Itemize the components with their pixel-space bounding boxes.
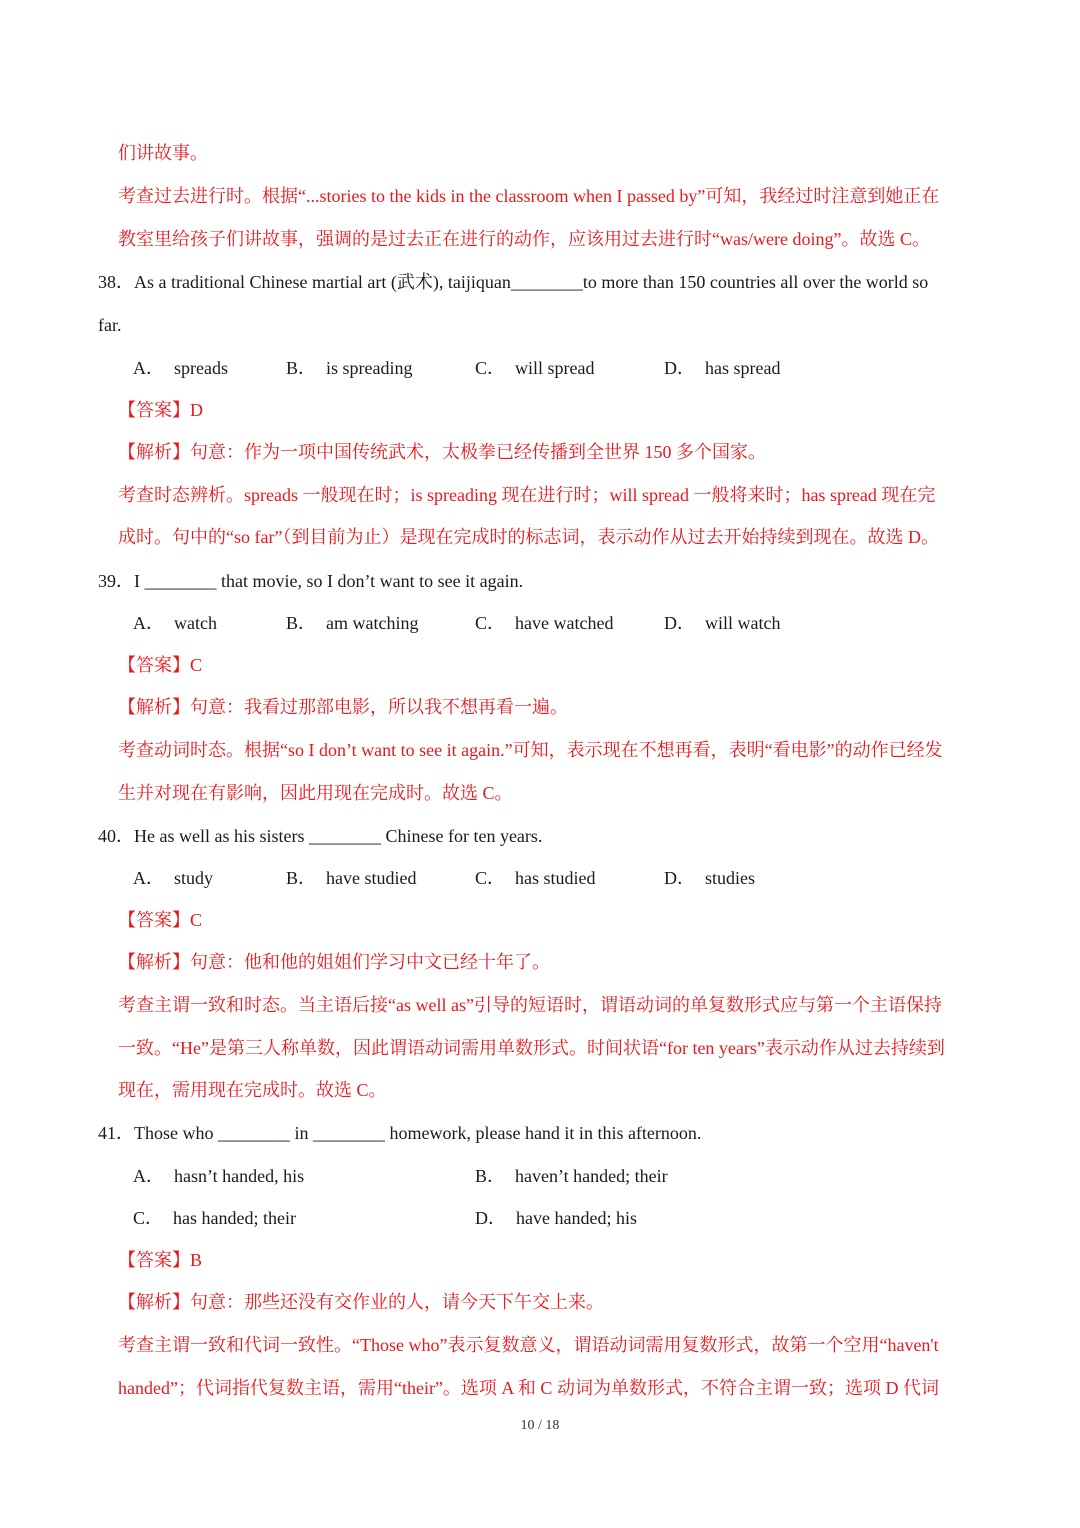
explanation-line: 考查过去进行时。根据“...stories to the kids in the classroom when I passed by”可知，我经过时注意到她正在 [118,186,940,206]
option-text: will watch [705,613,781,633]
option-text: has handed; their [173,1208,296,1228]
answer-label: 【答案】C [118,655,203,675]
explanation-line: 一致。“He”是第三人称单数，因此谓语动词需用单数形式。时间状语“for ten years”表示动作从过去持续到 [118,1038,945,1058]
option-text: have handed; his [516,1208,637,1228]
question-38-stem-cont: far. [98,315,122,335]
option-key: C． [475,613,506,633]
explanation-line: 考查时态辨析。spreads 一般现在时；is spreading 现在进行时；will spread 一般将来时；has spread 现在完 [118,485,936,505]
explanation-line: 们讲故事。 [118,143,208,163]
option-key: A． [133,613,164,633]
option-key: D． [664,613,695,633]
option-b [286,867,417,889]
option-d [664,357,780,379]
option-key: A． [133,358,164,378]
explanation-line: handed”；代词指代复数主语，需用“their”。选项 A 和 C 动词为单数形式，不符合主谓一致；选项 D 代词 [118,1378,939,1398]
option-text: am watching [326,613,419,633]
explanation-line: 【解析】句意：作为一项中国传统武术，太极拳已经传播到全世界 150 多个国家。 [118,442,766,462]
option-d [475,1207,637,1229]
answer-label: 【答案】B [118,1250,203,1270]
option-text: hasn’t handed, his [174,1166,305,1186]
option-b [475,1165,668,1187]
option-key: A． [133,868,164,888]
explanation-line: 考查动词时态。根据“so I don’t want to see it again.”可知，表示现在不想再看，表明“看电影”的动作已经发 [118,740,943,760]
page-number: 10 / 18 [520,1418,560,1433]
option-key: D． [664,868,695,888]
option-key: B． [286,868,317,888]
question-39-stem: 39．I ________ that movie, so I don’t want to see it again. [98,571,524,591]
question-38-stem: 38．As a traditional Chinese martial art (武术), taijiquan________to more than 150 countries all over the world so [98,272,929,292]
option-text: studies [705,868,756,888]
question-41-stem: 41．Those who ________ in ________ homework, please hand it in this afternoon. [98,1123,702,1143]
option-b [286,357,413,379]
explanation-line: 现在，需用现在完成时。故选 C。 [118,1080,387,1100]
answer-label: 【答案】D [118,400,203,420]
explanation-line: 考查主谓一致和时态。当主语后接“as well as”引导的短语时，谓语动词的单复数形式应与第一个主语保持 [118,995,942,1015]
option-a [133,357,228,379]
option-key: C． [475,358,506,378]
explanation-line: 【解析】句意：我看过那部电影，所以我不想再看一遍。 [118,697,568,717]
option-key: D． [664,358,695,378]
option-key: B． [286,358,317,378]
option-c [475,357,595,379]
option-text: will spread [515,358,595,378]
option-a [133,867,213,889]
explanation-line: 【解析】句意：那些还没有交作业的人，请今天下午交上来。 [118,1292,604,1312]
explanation-line: 考查主谓一致和代词一致性。“Those who”表示复数意义，谓语动词需用复数形式，故第一个空用“haven't [118,1335,939,1355]
option-text: has spread [705,358,781,378]
option-text: has studied [515,868,596,888]
question-40-stem: 40．He as well as his sisters ________ Chinese for ten years. [98,826,543,846]
explanation-line: 【解析】句意：他和他的姐姐们学习中文已经十年了。 [118,952,550,972]
option-a [133,1165,304,1187]
explanation-line: 成时。句中的“so far”（到目前为止）是现在完成时的标志词，表示动作从过去开始持续到现在。故选 D。 [118,527,939,547]
option-b [286,612,419,634]
option-text: is spreading [326,358,413,378]
option-text: have watched [515,613,614,633]
option-key: C． [475,868,506,888]
option-text: haven’t handed; their [515,1166,668,1186]
option-c [133,1207,296,1229]
option-key: B． [286,613,317,633]
option-text: study [174,868,214,888]
option-text: spreads [174,358,228,378]
answer-label: 【答案】C [118,910,203,930]
option-key: A． [133,1166,164,1186]
explanation-line: 生并对现在有影响，因此用现在完成时。故选 C。 [118,783,513,803]
option-c [475,867,596,889]
option-d [664,867,755,889]
option-key: C． [133,1208,164,1228]
option-c [475,612,613,634]
option-text: watch [174,613,217,633]
option-text: have studied [326,868,417,888]
option-d [664,612,780,634]
option-key: D． [475,1208,506,1228]
option-a [133,612,217,634]
explanation-line: 教室里给孩子们讲故事，强调的是过去正在进行的动作，应该用过去进行时“was/were doing”。故选 C。 [118,229,930,249]
option-key: B． [475,1166,506,1186]
